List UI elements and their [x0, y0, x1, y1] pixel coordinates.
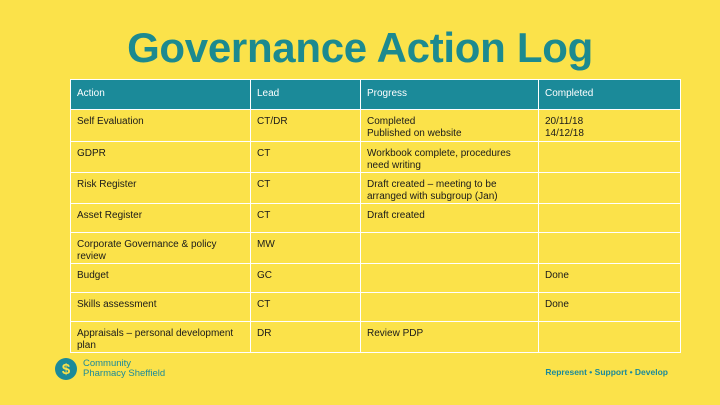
- table-row: [71, 293, 681, 322]
- header-completed: Completed: [539, 80, 681, 110]
- logo-text: [83, 359, 165, 379]
- cell-lead: CT: [251, 204, 361, 233]
- cell-lead: CT: [251, 142, 361, 173]
- cell-progress: Draft created: [361, 204, 539, 233]
- cell-completed: [539, 233, 681, 264]
- cell-progress: Workbook complete, procedures need writing: [361, 142, 539, 173]
- cell-completed: [539, 322, 681, 353]
- cell-action: Budget: [71, 264, 251, 293]
- cell-action: Corporate Governance & policy review: [71, 233, 251, 264]
- cell-action: Self Evaluation: [71, 110, 251, 142]
- table-row: [71, 142, 681, 173]
- header-progress: Progress: [361, 80, 539, 110]
- community-pharmacy-logo: [55, 358, 165, 380]
- cell-completed: Done: [539, 293, 681, 322]
- cell-progress: Review PDP: [361, 322, 539, 353]
- table-row: [71, 204, 681, 233]
- cell-lead: GC: [251, 264, 361, 293]
- cell-action: Skills assessment: [71, 293, 251, 322]
- cell-progress: [361, 264, 539, 293]
- cell-action: Asset Register: [71, 204, 251, 233]
- action-log-table: [70, 79, 681, 353]
- header-lead: Lead: [251, 80, 361, 110]
- cell-completed: Done: [539, 264, 681, 293]
- cell-action: Risk Register: [71, 173, 251, 204]
- cell-action: Appraisals – personal development plan: [71, 322, 251, 353]
- page-title: Governance Action Log: [127, 24, 593, 71]
- table-header-row: [71, 80, 681, 110]
- cell-completed: [539, 142, 681, 173]
- logo-line-1: Community: [83, 358, 132, 369]
- cell-lead: DR: [251, 322, 361, 353]
- header-action: Action: [71, 80, 251, 110]
- table-row: [71, 233, 681, 264]
- tagline: Represent • Support • Develop: [545, 367, 668, 377]
- cell-lead: CT: [251, 293, 361, 322]
- table-row: [71, 264, 681, 293]
- cell-progress: [361, 233, 539, 264]
- cell-progress: [361, 293, 539, 322]
- cell-lead: CT/DR: [251, 110, 361, 142]
- cell-progress: Draft created – meeting to be arranged with subgroup (Jan): [361, 173, 539, 204]
- logo-line-2: Pharmacy Sheffield: [83, 368, 166, 379]
- cell-lead: MW: [251, 233, 361, 264]
- cell-lead: CT: [251, 173, 361, 204]
- cell-action: GDPR: [71, 142, 251, 173]
- table-row: [71, 322, 681, 353]
- cell-progress: Completed Published on website: [361, 110, 539, 142]
- table-row: [71, 173, 681, 204]
- pound-icon: $: [55, 358, 77, 380]
- cell-completed: [539, 204, 681, 233]
- cell-completed: 20/11/18 14/12/18: [539, 110, 681, 142]
- cell-completed: [539, 173, 681, 204]
- table-row: [71, 110, 681, 142]
